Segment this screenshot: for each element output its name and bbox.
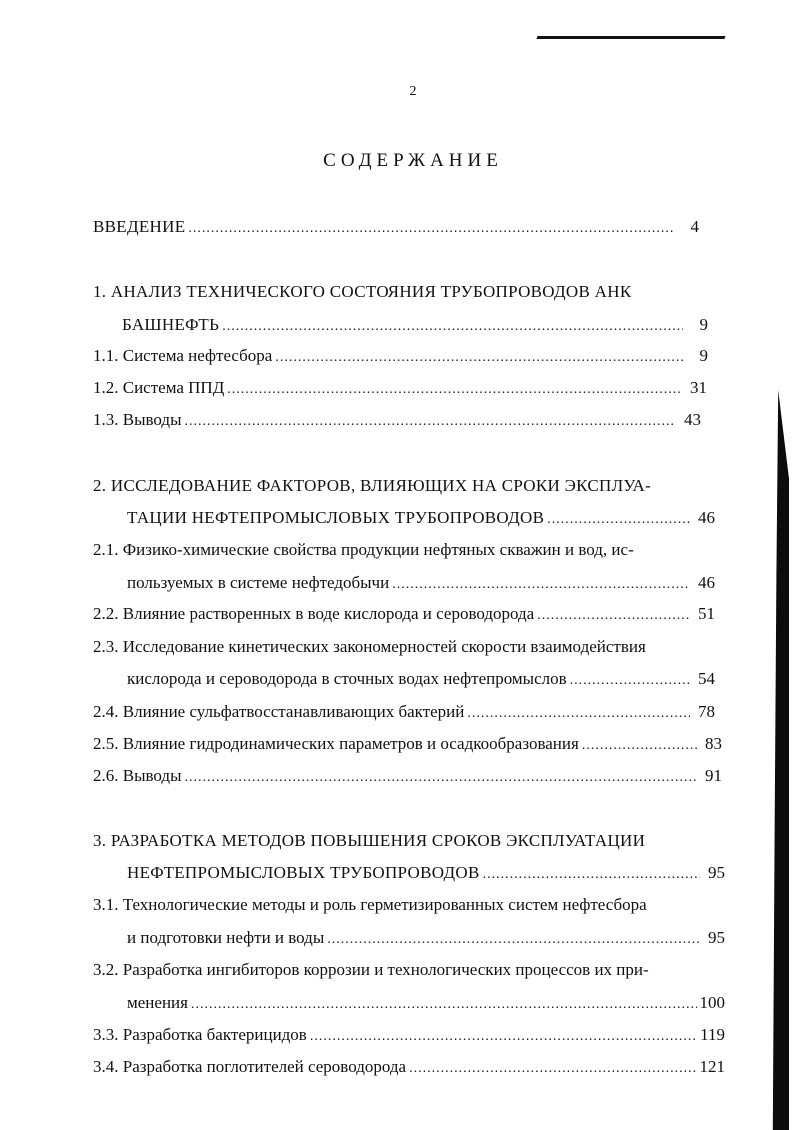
leader-dots — [537, 606, 690, 626]
toc-entry-3-3[interactable] — [93, 1025, 725, 1047]
toc-entry-page: 46 — [698, 573, 715, 592]
toc-entry-page: 9 — [699, 315, 708, 334]
toc-entry-label: 2.5. Влияние гидродинамических параметров и осадкообразования — [93, 734, 579, 753]
toc-entry-page: 51 — [698, 604, 715, 623]
leader-dots — [547, 510, 690, 530]
toc-entry-3-1-line1[interactable]: 3.1. Технологические методы и роль герметизированных систем нефтесбора — [93, 895, 647, 914]
toc-entry-2-5[interactable] — [93, 734, 722, 756]
page-title: СОДЕРЖАНИЕ — [323, 150, 503, 171]
toc-entry-page: 78 — [698, 702, 715, 721]
toc-entry-page: 95 — [708, 928, 725, 947]
toc-entry-3-4[interactable] — [93, 1057, 725, 1079]
toc-entry-page: 54 — [698, 669, 715, 688]
toc-entry-page: 91 — [705, 766, 722, 785]
toc-entry-label: 2.2. Влияние растворенных в воде кислорода и сероводорода — [93, 604, 535, 623]
toc-entry-page: 4 — [690, 217, 699, 236]
toc-entry-label: 3.3. Разработка бактерицидов — [93, 1025, 307, 1044]
leader-dots — [582, 736, 697, 756]
leader-dots — [191, 995, 697, 1015]
toc-entry-ch2[interactable] — [127, 508, 715, 530]
toc-entry-intro[interactable] — [93, 217, 699, 239]
toc-entry-2-3[interactable] — [127, 669, 715, 691]
toc-entry-1-1[interactable] — [93, 346, 708, 368]
leader-dots — [188, 219, 674, 239]
toc-entry-page: 31 — [690, 378, 707, 397]
toc-entry-2-1-line1[interactable]: 2.1. Физико-химические свойства продукции нефтяных скважин и вод, ис- — [93, 540, 634, 559]
toc-entry-ch1[interactable] — [122, 315, 708, 337]
toc-entry-label: и подготовки нефти и воды — [127, 928, 325, 947]
leader-dots — [275, 348, 683, 368]
toc-entry-3-2[interactable] — [127, 993, 725, 1015]
toc-entry-label: НЕФТЕПРОМЫСЛОВЫХ ТРУБОПРОВОДОВ — [127, 863, 480, 882]
toc-entry-label: менения — [127, 993, 188, 1012]
leader-dots — [310, 1027, 697, 1047]
toc-entry-label: 2.4. Влияние сульфатвосстанавливающих бактерий — [93, 702, 465, 721]
toc-entry-page: 119 — [700, 1025, 725, 1044]
chapter-3-heading[interactable]: 3. РАЗРАБОТКА МЕТОДОВ ПОВЫШЕНИЯ СРОКОВ ЭКСПЛУАТАЦИИ — [93, 831, 646, 850]
leader-dots — [483, 865, 700, 885]
toc-entry-page: 46 — [698, 508, 715, 527]
toc-entry-label: БАШНЕФТЬ — [122, 315, 220, 334]
toc-entry-page: 121 — [699, 1057, 725, 1076]
toc-entry-label: 2.6. Выводы — [93, 766, 182, 785]
toc-entry-3-1[interactable] — [127, 928, 725, 950]
toc-entry-2-4[interactable] — [93, 702, 715, 724]
toc-entry-label: пользуемых в системе нефтедобычи — [127, 573, 390, 592]
toc-entry-3-2-line1[interactable]: 3.2. Разработка ингибиторов коррозии и технологических процессов их при- — [93, 960, 649, 979]
toc-entry-2-1[interactable] — [127, 573, 715, 595]
leader-dots — [185, 412, 676, 432]
toc-entry-page: 9 — [699, 346, 708, 365]
toc-entry-label: 1.3. Выводы — [93, 410, 182, 429]
toc-entry-page: 43 — [684, 410, 701, 429]
toc-entry-2-3-line1[interactable]: 2.3. Исследование кинетических закономерностей скорости взаимодействия — [93, 637, 646, 656]
toc-entry-label: 1.2. Система ППД — [93, 378, 225, 397]
leader-dots — [222, 317, 683, 337]
toc-entry-1-2[interactable] — [93, 378, 707, 400]
leader-dots — [185, 768, 697, 788]
scan-artifact-top — [536, 36, 725, 39]
leader-dots — [227, 380, 682, 400]
leader-dots — [570, 671, 690, 691]
toc-entry-label: 3.4. Разработка поглотителей сероводорода — [93, 1057, 407, 1076]
toc-entry-label: ВВЕДЕНИЕ — [93, 217, 186, 236]
scan-artifact-right-edge — [771, 390, 789, 1130]
leader-dots — [327, 930, 700, 950]
toc-entry-page: 83 — [705, 734, 722, 753]
page-number: 2 — [409, 84, 417, 99]
toc-entry-ch3[interactable] — [127, 863, 725, 885]
toc-entry-label: 1.1. Система нефтесбора — [93, 346, 273, 365]
leader-dots — [392, 575, 690, 595]
toc-entry-2-6[interactable] — [93, 766, 722, 788]
chapter-2-heading[interactable]: 2. ИССЛЕДОВАНИЕ ФАКТОРОВ, ВЛИЯЮЩИХ НА СРОКИ ЭКСПЛУА- — [93, 476, 652, 495]
leader-dots — [467, 704, 690, 724]
toc-entry-label: кислорода и сероводорода в сточных водах нефтепромыслов — [127, 669, 567, 688]
chapter-1-heading[interactable]: 1. АНАЛИЗ ТЕХНИЧЕСКОГО СОСТОЯНИЯ ТРУБОПРОВОДОВ АНК — [93, 282, 632, 301]
toc-entry-page: 95 — [708, 863, 725, 882]
toc-entry-1-3[interactable] — [93, 410, 701, 432]
toc-entry-page: 100 — [699, 993, 725, 1012]
toc-entry-2-2[interactable] — [93, 604, 715, 626]
leader-dots — [409, 1059, 696, 1079]
toc-entry-label: ТАЦИИ НЕФТЕПРОМЫСЛОВЫХ ТРУБОПРОВОДОВ — [127, 508, 545, 527]
